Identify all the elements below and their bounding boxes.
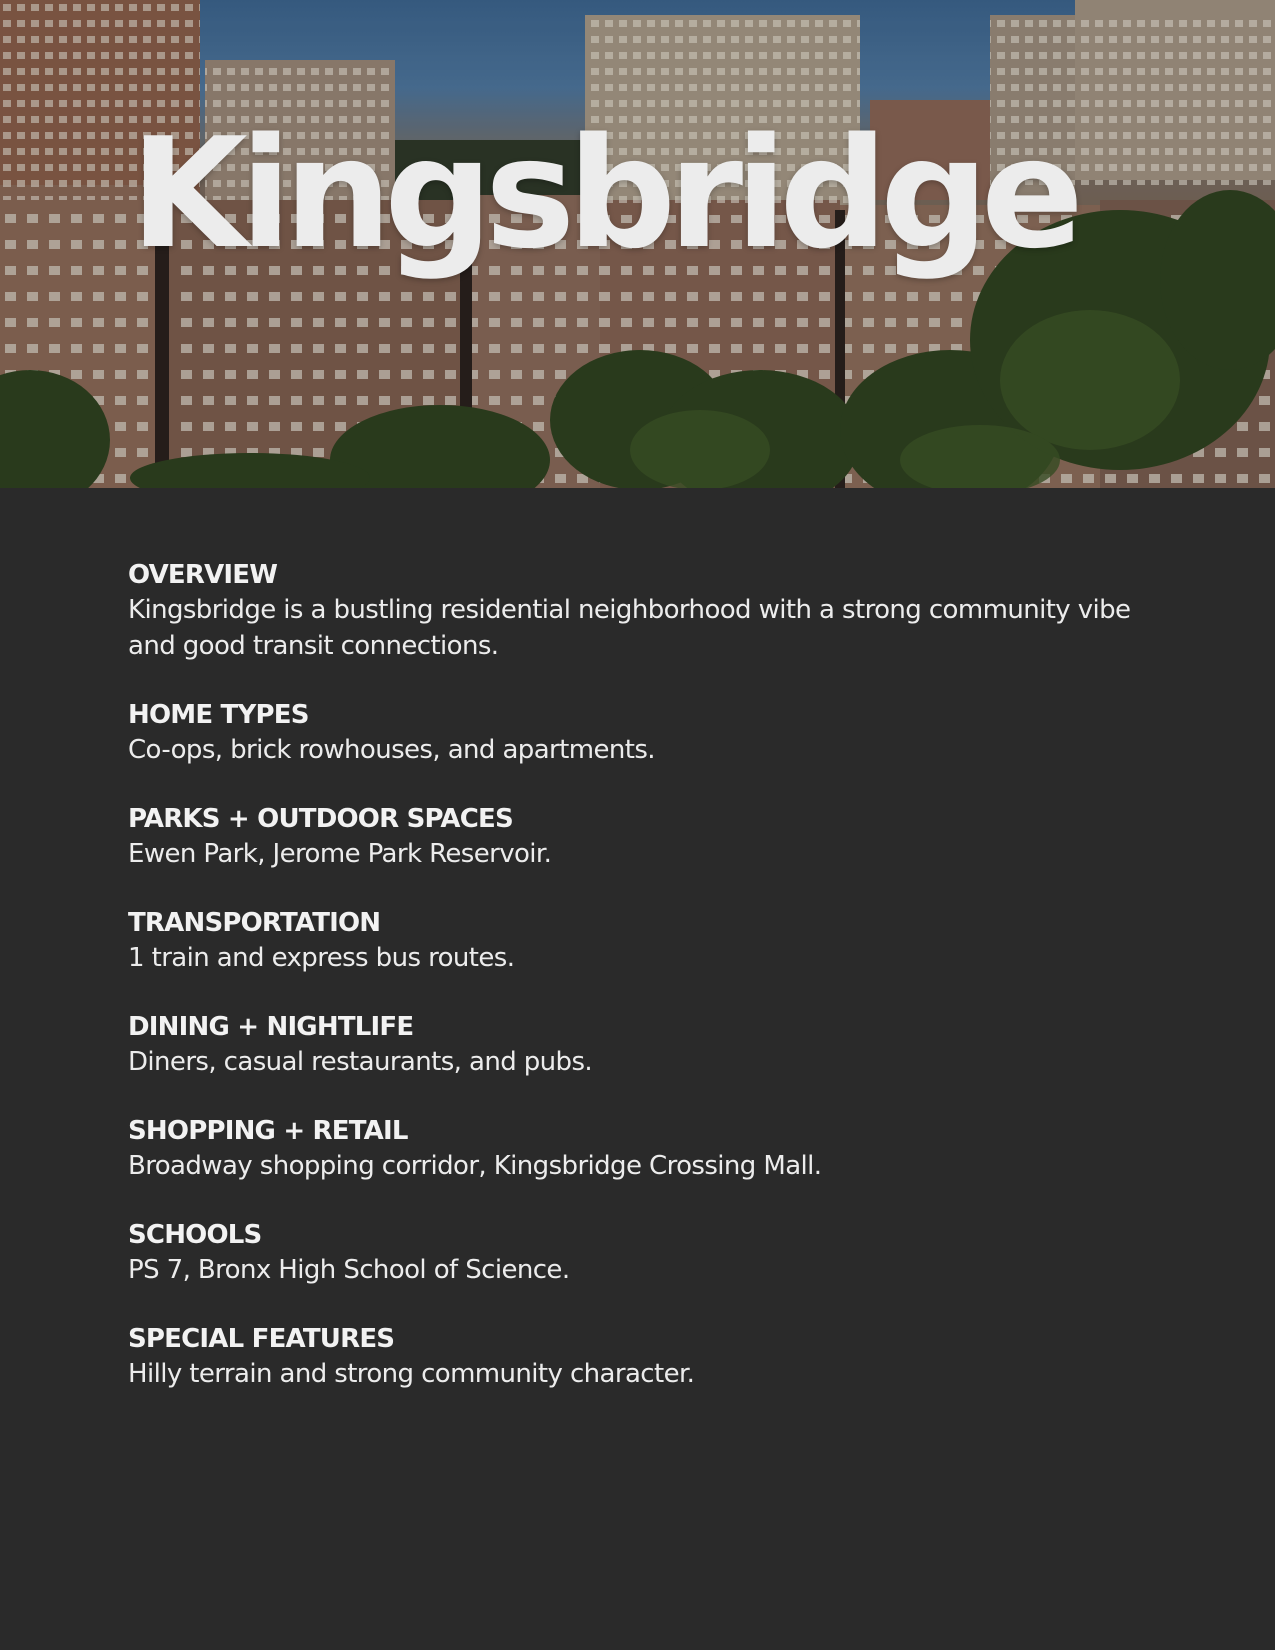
section-shopping [128, 1114, 1148, 1184]
section-heading: SHOPPING + RETAIL [128, 1116, 408, 1146]
section-home-types [128, 698, 1148, 768]
page-title: Kingsbridge [130, 105, 1076, 282]
section-text: 1 train and express bus routes. [128, 943, 515, 973]
section-text: Hilly terrain and strong community character. [128, 1359, 695, 1389]
section-transportation [128, 906, 1148, 976]
section-heading: SPECIAL FEATURES [128, 1324, 395, 1354]
hero-photo [0, 0, 1275, 488]
section-dining [128, 1010, 1148, 1080]
section-text: Kingsbridge is a bustling residential neighborhood with a strong community vibe and good transit connections. [128, 595, 1131, 661]
section-heading: PARKS + OUTDOOR SPACES [128, 804, 513, 834]
section-heading: DINING + NIGHTLIFE [128, 1012, 414, 1042]
section-text: PS 7, Bronx High School of Science. [128, 1255, 570, 1285]
section-heading: HOME TYPES [128, 700, 309, 730]
section-heading: OVERVIEW [128, 560, 278, 590]
section-schools [128, 1218, 1148, 1288]
section-text: Diners, casual restaurants, and pubs. [128, 1047, 593, 1077]
section-text: Co-ops, brick rowhouses, and apartments. [128, 735, 655, 765]
section-special-features [128, 1322, 1148, 1392]
section-text: Broadway shopping corridor, Kingsbridge Crossing Mall. [128, 1151, 822, 1181]
section-heading: TRANSPORTATION [128, 908, 381, 938]
neighborhood-details [128, 558, 1148, 1426]
section-parks [128, 802, 1148, 872]
section-heading: SCHOOLS [128, 1220, 262, 1250]
section-overview [128, 558, 1148, 664]
section-text: Ewen Park, Jerome Park Reservoir. [128, 839, 552, 869]
